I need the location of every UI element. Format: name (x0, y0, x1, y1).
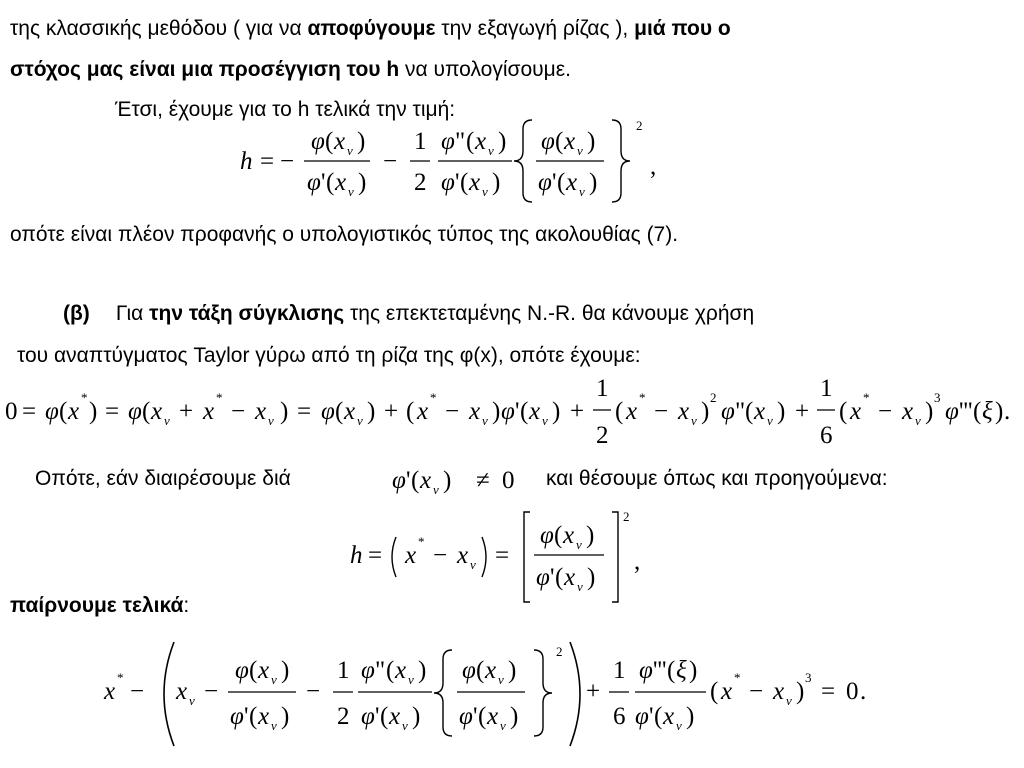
math-operator: = (22, 398, 37, 425)
math-exponent: * (863, 390, 870, 405)
math-subscript: ν (347, 143, 353, 158)
math-symbol: ( (386, 657, 395, 684)
section-label: (β) (63, 302, 90, 325)
math-symbol: φ (230, 703, 244, 730)
math-subscript: ν (576, 537, 582, 552)
math-operator: = (105, 398, 120, 425)
math-symbol: ' (321, 169, 326, 196)
math-symbol: ) (418, 657, 427, 684)
math-subscript: ν (577, 143, 583, 158)
math-symbol: x (564, 564, 576, 591)
math-exponent: 2 (710, 390, 717, 405)
math-symbol: 1 (337, 657, 350, 684)
math-symbol: " (375, 657, 386, 684)
math-symbol: φ (321, 398, 335, 425)
math-symbol: x (258, 703, 270, 730)
math-subscript: ν (915, 413, 921, 428)
math-symbol: 2 (414, 169, 427, 196)
math-symbol: ( (249, 657, 258, 684)
math-subscript: ν (189, 693, 195, 708)
right-bracket (612, 512, 618, 602)
math-symbol: φ (538, 169, 552, 196)
math-symbol: ( (478, 703, 487, 730)
math-exponent: * (639, 390, 646, 405)
math-symbol: φ (441, 128, 455, 155)
math-symbol: ) (280, 398, 289, 425)
text-bold-segment: αποφύγουμε (307, 17, 436, 40)
math-symbol: ' (455, 169, 460, 196)
math-operator: + (586, 678, 601, 705)
math-subscript: ν (577, 579, 583, 594)
math-symbol: x (721, 678, 733, 705)
math-symbol: x (176, 678, 188, 705)
math-symbol: φ (721, 398, 735, 425)
math-subscript: ν (470, 557, 476, 572)
text-segment: Έτσι, έχουμε για το h τελικά την τιμή: (115, 98, 456, 121)
math-exponent: * (418, 534, 425, 549)
text-segment: Για (115, 302, 150, 325)
math-symbol: ' (244, 703, 249, 730)
math-operator: = (297, 398, 312, 425)
left-paren-large (164, 642, 174, 746)
math-symbol: x (258, 657, 270, 684)
math-exponent: 3 (934, 390, 941, 405)
math-symbol: ) (552, 398, 561, 425)
math-symbol: 1 (820, 375, 833, 402)
math-symbol: ' (515, 398, 520, 425)
math-subscript: ν (500, 718, 506, 733)
math-subscript: ν (164, 413, 170, 428)
math-symbol: x (485, 657, 497, 684)
math-symbol: ( (615, 398, 624, 425)
text-bold-segment: παίρνουμε τελικά (10, 594, 184, 617)
text-bold-segment: στόχος μας είναι μια προσέγγιση του h (10, 58, 400, 81)
text-line-7 (35, 466, 291, 492)
math-symbol: ) (498, 128, 507, 155)
math-operator: = (495, 542, 510, 569)
math-symbol: ) (508, 657, 517, 684)
math-symbol: ) (89, 398, 98, 425)
math-subscript: ν (482, 184, 488, 199)
text-line-6 (17, 343, 641, 369)
math-symbol: x (389, 703, 401, 730)
text-segment: να υπολογίσουμε. (399, 58, 571, 81)
right-brace (612, 120, 630, 202)
text-line-7b (546, 466, 888, 492)
math-operator: = (821, 678, 836, 705)
math-symbol: x (420, 467, 432, 494)
math-operator: − (383, 148, 398, 175)
math-symbol: ) (367, 398, 376, 425)
text-segment: της επεκτεταμένης Ν.-R. θα κάνουμε χρήση (344, 302, 755, 325)
math-symbol: φ (540, 522, 554, 549)
math-subscript: ν (268, 413, 274, 428)
math-symbol: x (255, 398, 267, 425)
right-paren-large (482, 537, 486, 577)
math-symbol: 1 (414, 128, 427, 155)
math-symbol: ''' (959, 398, 973, 425)
math-symbol: x (457, 542, 469, 569)
math-symbol: ( (411, 467, 420, 494)
math-symbol: ξ (982, 398, 993, 425)
math-symbol: x (405, 542, 417, 569)
math-operator: ≠ (476, 467, 490, 494)
math-symbol: x (203, 398, 215, 425)
text-bold-segment: μιά που ο (634, 17, 731, 40)
math-symbol: ( (460, 169, 469, 196)
math-subscript: ν (271, 672, 277, 687)
text-line-8 (10, 593, 189, 619)
math-symbol: ) (586, 522, 595, 549)
math-subscript: ν (498, 672, 504, 687)
math-symbol: ) (689, 657, 698, 684)
math-exponent: 2 (623, 509, 630, 524)
math-subscript: ν (348, 184, 354, 199)
math-operator: − (130, 678, 145, 705)
math-exponent: * (81, 390, 88, 405)
math-symbol: ( (520, 398, 529, 425)
math-subscript: ν (271, 718, 277, 733)
left-brace (514, 120, 532, 202)
equation-h-approximation (240, 116, 680, 216)
math-symbol: ' (550, 564, 555, 591)
math-symbol: ( (59, 398, 68, 425)
math-symbol: x (68, 398, 80, 425)
math-symbol: x (773, 678, 785, 705)
math-symbol: " (455, 128, 466, 155)
text-segment: του αναπτύγματος Taylor γύρω από τη ρίζα της φ(x), οπότε έχουμε: (17, 344, 641, 367)
math-symbol: ( (325, 128, 334, 155)
math-symbol: ) (358, 169, 367, 196)
math-operator: = (260, 148, 275, 175)
math-symbol: ) (777, 398, 786, 425)
math-symbol: φ (235, 657, 249, 684)
math-symbol: ( (249, 703, 258, 730)
math-symbol: ξ (676, 657, 687, 684)
math-symbol: φ (307, 169, 321, 196)
math-symbol: φ (945, 398, 959, 425)
math-symbol: ' (406, 467, 411, 494)
math-symbol: ( (654, 703, 663, 730)
math-operator: + (179, 398, 194, 425)
left-paren-large (392, 537, 396, 577)
math-symbol: 0 (5, 398, 18, 425)
math-symbol: ) (412, 703, 421, 730)
math-symbol: ( (406, 398, 415, 425)
math-symbol: ) (281, 657, 290, 684)
math-symbol: x (395, 657, 407, 684)
math-operator: − (231, 398, 246, 425)
math-symbol: x (469, 169, 481, 196)
math-symbol: ) (686, 703, 695, 730)
math-symbol: φ (635, 703, 649, 730)
right-paren-large (570, 642, 580, 746)
math-symbol: 1 (596, 375, 609, 402)
math-operator: − (654, 398, 669, 425)
text-segment: την εξαγωγή ρίζας ), (435, 17, 635, 40)
math-symbol: " (735, 398, 746, 425)
text-bold-segment: την τάξη σύγκλισης (149, 302, 345, 325)
math-symbol: ) (443, 467, 452, 494)
math-symbol: x (475, 128, 487, 155)
math-subscript: ν (579, 184, 585, 199)
math-symbol: 6 (820, 422, 833, 449)
math-symbol: φ (311, 128, 325, 155)
math-operator: − (204, 678, 219, 705)
math-symbol: ) (357, 128, 366, 155)
math-symbol: ) (587, 564, 596, 591)
math-symbol: φ (459, 703, 473, 730)
math-symbol: x (104, 678, 116, 705)
math-symbol: ( (555, 564, 564, 591)
math-symbol: . (860, 678, 867, 705)
equation-taylor-expansion (5, 372, 1020, 452)
math-symbol: x (850, 398, 862, 425)
math-symbol: ) (796, 678, 805, 705)
text-segment: : (183, 594, 190, 617)
equation-h-definition (350, 507, 660, 607)
math-exponent: 2 (556, 644, 563, 659)
math-subscript: ν (433, 482, 439, 497)
math-symbol: ( (466, 128, 475, 155)
math-subscript: ν (767, 413, 773, 428)
math-symbol: x (417, 398, 429, 425)
math-symbol: x (663, 703, 675, 730)
math-symbol: ( (973, 398, 982, 425)
math-symbol: ( (667, 657, 676, 684)
math-symbol: x (487, 703, 499, 730)
math-symbol: ( (745, 398, 754, 425)
math-symbol: 6 (613, 703, 626, 730)
math-symbol: x (678, 398, 690, 425)
math-symbol: x (151, 398, 163, 425)
math-symbol: φ (128, 398, 142, 425)
text-segment: Οπότε, εάν διαιρέσουμε διά (35, 467, 291, 490)
text-line-1 (10, 16, 731, 42)
math-operator: + (795, 398, 810, 425)
text-line-4 (10, 222, 678, 248)
math-exponent: * (430, 390, 437, 405)
math-symbol: ' (473, 703, 478, 730)
left-brace (434, 650, 452, 736)
math-symbol: , (634, 548, 641, 575)
math-symbol: 2 (596, 422, 609, 449)
math-symbol: ) (589, 169, 598, 196)
math-symbol: ' (649, 703, 654, 730)
math-symbol: φ (361, 703, 375, 730)
math-symbol: φ (441, 169, 455, 196)
math-symbol: ' (552, 169, 557, 196)
math-operator: − (280, 148, 295, 175)
math-operator: + (570, 398, 585, 425)
math-symbol: ( (839, 398, 848, 425)
math-symbol: h (240, 148, 253, 175)
math-symbol: ( (554, 522, 563, 549)
math-symbol: x (344, 398, 356, 425)
text-line-2 (10, 57, 571, 83)
math-symbol: ' (375, 703, 380, 730)
math-symbol: ) (701, 398, 710, 425)
math-symbol: φ (536, 564, 550, 591)
math-symbol: ( (555, 128, 564, 155)
math-symbol: x (469, 398, 481, 425)
math-subscript: ν (676, 718, 682, 733)
math-symbol: φ (392, 467, 406, 494)
math-symbol: ) (995, 398, 1004, 425)
math-symbol: x (335, 169, 347, 196)
math-symbol: ) (510, 703, 519, 730)
left-bracket (524, 512, 530, 602)
math-subscript: ν (691, 413, 697, 428)
math-symbol: ( (380, 703, 389, 730)
math-subscript: ν (357, 413, 363, 428)
math-symbol: ( (335, 398, 344, 425)
text-segment: της κλασσικής μεθόδου ( για να (10, 17, 308, 40)
math-symbol: x (529, 398, 541, 425)
math-symbol: ''' (653, 657, 667, 684)
math-symbol: φ (361, 657, 375, 684)
math-symbol: ) (587, 128, 596, 155)
equation-final-result (104, 636, 894, 756)
math-exponent: * (117, 670, 124, 685)
math-operator: − (445, 398, 460, 425)
math-symbol: x (902, 398, 914, 425)
math-symbol: 0 (502, 467, 515, 494)
math-operator: + (384, 398, 399, 425)
math-symbol: 1 (613, 657, 626, 684)
math-symbol: ( (557, 169, 566, 196)
text-segment: οπότε είναι πλέον προφανής ο υπολογιστικός τύπος της ακολουθίας (7). (10, 223, 679, 246)
math-subscript: ν (402, 718, 408, 733)
math-operator: = (368, 542, 383, 569)
math-symbol: , (650, 153, 657, 180)
math-symbol: . (1004, 398, 1011, 425)
math-symbol: 0 (846, 678, 859, 705)
math-symbol: ) (492, 169, 501, 196)
math-exponent: 3 (805, 670, 812, 685)
math-operator: − (306, 678, 321, 705)
math-symbol: x (563, 522, 575, 549)
math-exponent: * (216, 390, 223, 405)
math-exponent: * (734, 670, 741, 685)
math-subscript: ν (542, 413, 548, 428)
math-symbol: φ (541, 128, 555, 155)
text-line-5 (63, 301, 754, 327)
math-subscript: ν (482, 413, 488, 428)
math-symbol: ( (710, 678, 719, 705)
math-symbol: 2 (337, 703, 350, 730)
math-operator: − (878, 398, 893, 425)
math-symbol: ) (281, 703, 290, 730)
math-symbol: x (334, 128, 346, 155)
math-symbol: φ (639, 657, 653, 684)
text-segment: και θέσουμε όπως και προηγούμενα: (546, 467, 888, 490)
math-subscript: ν (488, 143, 494, 158)
inline-formula-nonzero (392, 458, 542, 498)
math-symbol: φ (462, 657, 476, 684)
math-symbol: φ (501, 398, 515, 425)
math-symbol: ( (142, 398, 151, 425)
math-symbol: x (754, 398, 766, 425)
math-exponent: 2 (636, 118, 643, 133)
math-symbol: ) (925, 398, 934, 425)
math-symbol: x (564, 128, 576, 155)
math-symbol: φ (45, 398, 59, 425)
math-symbol: x (626, 398, 638, 425)
math-symbol: ( (476, 657, 485, 684)
math-symbol: ) (492, 398, 501, 425)
math-subscript: ν (786, 693, 792, 708)
math-operator: − (749, 678, 764, 705)
math-subscript: ν (408, 672, 414, 687)
math-symbol: h (350, 542, 363, 569)
right-brace (534, 650, 552, 736)
math-operator: − (433, 542, 448, 569)
math-symbol: x (566, 169, 578, 196)
math-symbol: ( (326, 169, 335, 196)
